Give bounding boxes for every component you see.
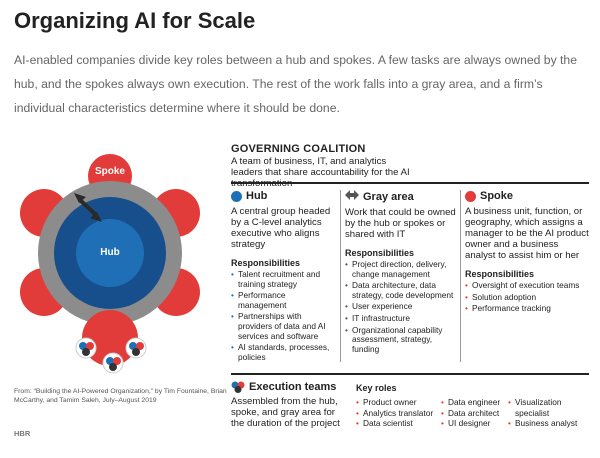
list-item: • Organizational capability assessment, strategy, funding xyxy=(345,326,457,355)
list-item: • Oversight of execution teams xyxy=(465,281,589,291)
gray-area-responsibilities-list xyxy=(345,260,457,354)
spoke-description: A business unit, function, or geography, which assigns a manager to be the AI product owner and a business analyst to assist him or her xyxy=(465,206,589,261)
list-item: • Data scientist xyxy=(356,418,440,429)
governing-coalition-description: A team of business, IT, and analytics leaders that share accountability for the AI xyxy=(231,156,410,178)
hub-dot-icon xyxy=(231,191,242,202)
hub-description: A central group headed by a C-level analytics executive who aligns strategy xyxy=(231,206,331,250)
hub-heading: Hub xyxy=(231,190,336,202)
gray-area-heading: Gray area xyxy=(345,190,457,203)
spoke-label: Spoke xyxy=(94,166,125,177)
list-item: • Visualization specialist xyxy=(508,397,590,418)
column-separator xyxy=(460,190,461,362)
execution-divider xyxy=(231,373,589,375)
key-roles-list-3 xyxy=(508,397,590,429)
hub-column xyxy=(231,190,336,364)
list-item: • Data engineer xyxy=(441,397,507,408)
list-item: • Solution adoption xyxy=(465,293,589,303)
execution-team-badge-icon xyxy=(103,353,123,373)
execution-team-badge-icon xyxy=(76,338,96,358)
list-item: • Partnerships with providers of data and AI services and software xyxy=(231,312,336,341)
list-item: • UI designer xyxy=(441,418,507,429)
spoke-heading: Spoke xyxy=(465,190,589,202)
governing-coalition-title: GOVERNING COALITION xyxy=(231,143,366,155)
governing-divider xyxy=(231,182,589,184)
column-separator xyxy=(340,190,341,362)
list-item: • Talent recruitment and training strategy xyxy=(231,270,336,289)
spoke-dot-icon xyxy=(465,191,476,202)
list-item: • Performance management xyxy=(231,291,336,310)
hub-label: Hub xyxy=(100,247,120,258)
double-arrow-icon xyxy=(345,190,359,203)
list-item: • Project direction, delivery, change management xyxy=(345,260,457,279)
list-item: • User experience xyxy=(345,302,457,312)
execution-teams-heading: Execution teams xyxy=(231,381,349,393)
gray-area-description: Work that could be owned by the hub or spokes or shared with IT xyxy=(345,207,456,240)
key-roles-list-2 xyxy=(441,397,507,429)
spoke-column xyxy=(465,190,589,316)
key-roles-list-1 xyxy=(356,397,440,429)
execution-team-badge-icon xyxy=(126,338,146,358)
list-item: • IT infrastructure xyxy=(345,314,457,324)
gray-area-column xyxy=(345,190,457,356)
spoke-responsibilities-title: Responsibilities xyxy=(465,269,535,279)
list-item: • Performance tracking xyxy=(465,304,589,314)
page-subtitle: AI-enabled companies divide key roles between a hub and spokes. A few tasks are always owned by the hub, and the spokes always own execution. The rest of the work falls into a gray area, and a firm’s individual characteristics determine where it should be done. xyxy=(14,53,577,115)
list-item: • Business analyst xyxy=(508,418,590,429)
list-item: • AI standards, processes, policies xyxy=(231,343,336,362)
list-item: • Data architect xyxy=(441,408,507,419)
hbr-logo: HBR xyxy=(14,429,31,438)
spoke-responsibilities-list xyxy=(465,281,589,314)
list-item: • Analytics translator xyxy=(356,408,440,419)
list-item: • Data architecture, data strategy, code development xyxy=(345,281,457,300)
execution-teams-description: Assembled from the hub, spoke, and gray area for the duration of the project xyxy=(231,396,340,429)
hub-responsibilities-list xyxy=(231,270,336,362)
list-item: • Product owner xyxy=(356,397,440,408)
key-roles-title: Key roles xyxy=(356,383,397,393)
hub-responsibilities-title: Responsibilities xyxy=(231,258,301,268)
page-title: Organizing AI for Scale xyxy=(14,8,256,33)
gray-area-responsibilities-title: Responsibilities xyxy=(345,248,415,258)
source-citation: From: “Building the AI-Powered Organization,” by Tim Fountaine, Brian McCarthy, and Tamim Saleh, July–August 2019 xyxy=(14,388,227,404)
execution-teams-block xyxy=(231,381,349,429)
